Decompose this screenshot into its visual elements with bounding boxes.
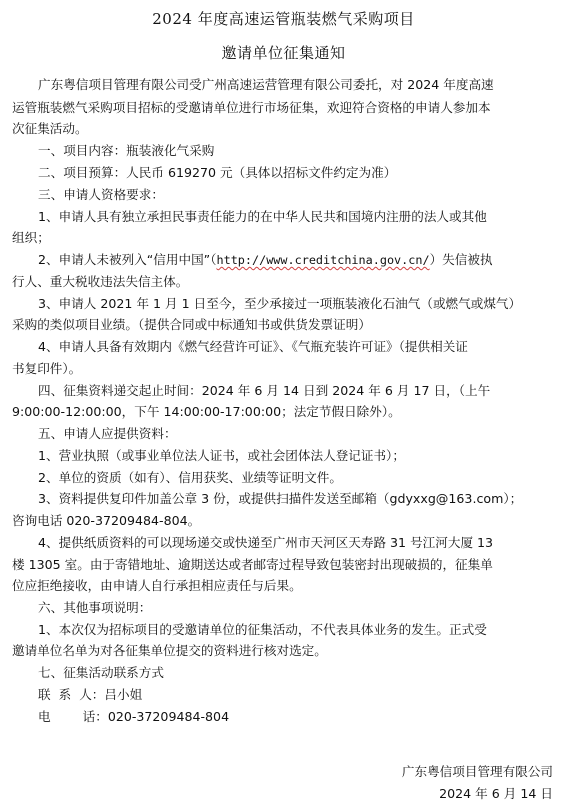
section-2-budget: 二、项目预算：人民币 619270 元（具体以招标文件约定为准）	[38, 165, 397, 180]
qualification-2-line-1	[38, 252, 493, 268]
qualification-2-line-2: 行人、重大税收违法失信主体。	[12, 274, 189, 289]
section-5-heading: 五、申请人应提供资料：	[38, 426, 177, 441]
section-3-heading: 三、申请人资格要求：	[38, 187, 164, 202]
material-1: 1、营业执照（或事业单位法人证书，或社会团体法人登记证书）；	[38, 448, 405, 463]
intro-line-1: 广东粤信项目管理有限公司受广州高速运营管理有限公司委托，对 2024 年度高速	[38, 77, 494, 92]
signer: 广东粤信项目管理有限公司	[401, 764, 553, 779]
other-1-line-2: 邀请单位名单为对各征集单位提交的资料进行核对选定。	[12, 643, 327, 658]
material-4-line-1: 4、提供纸质资料的可以现场递交或快递至广州市天河区天寿路 31 号江河大厦 13	[38, 535, 494, 550]
qualification-1-line-1: 1、申请人具有独立承担民事责任能力的在中华人民共和国境内注册的法人或其他	[38, 209, 487, 224]
intro-line-3: 次征集活动。	[12, 121, 88, 136]
phone-label: 电 话：	[38, 709, 108, 724]
other-1-line-1: 1、本次仅为招标项目的受邀请单位的征集活动，不代表具体业务的发生。正式受	[38, 622, 487, 637]
section-4-line-1: 四、征集资料递交起止时间：2024 年 6 月 14 日到 2024 年 6 月 17 日，（上午	[38, 383, 491, 398]
section-7-heading: 七、征集活动联系方式	[38, 665, 164, 680]
qualification-3-line-1: 3、申请人 2021 年 1 月 1 日至今，至少承接过一项瓶装液化石油气（或燃气或煤气）	[38, 296, 522, 311]
contact-name: 吕小姐	[104, 687, 143, 702]
qualification-4-line-2: 书复印件）。	[12, 361, 82, 376]
material-3-line-2: 咨询电话 020-37209484-804。	[12, 513, 201, 528]
qualification-1-line-2: 组织；	[12, 230, 50, 245]
material-4-line-2: 楼 1305 室。由于寄错地址、逾期送达或者邮寄过程导致包装密封出现破损的，征集单	[12, 557, 493, 572]
section-6-heading: 六、其他事项说明：	[38, 600, 152, 615]
section-1-content: 一、项目内容：瓶装液化气采购	[38, 143, 215, 158]
section-4-line-2: 9:00:00-12:00:00，下午 14:00:00-17:00:00；法定节假日除外）。	[12, 404, 401, 419]
qualification-2-prefix: 2、申请人未被列入“信用中国”（	[38, 252, 217, 267]
phone-number: 020-37209484-804	[107, 709, 230, 724]
signature-date: 2024 年 6 月 14 日	[439, 786, 553, 801]
material-2: 2、单位的资质（如有）、信用获奖、业绩等证明文件。	[38, 470, 342, 485]
qualification-3-line-2: 采购的类似项目业绩。（提供合同或中标通知书或供货发票证明）	[12, 317, 371, 332]
document-subtitle: 邀请单位征集通知	[221, 44, 346, 62]
creditchina-link[interactable]: http://www.creditchina.gov.cn/	[216, 253, 430, 267]
material-3-line-1: 3、资料提供复印件加盖公章 3 份，或提供扫描件发送至邮箱（gdyxxg@163.com）；	[38, 491, 523, 506]
material-4-line-3: 位应拒绝接收，由申请人自行承担相应责任与后果。	[12, 578, 302, 593]
qualification-2-suffix: ）失信被执	[429, 252, 493, 267]
document-title: 2024 年度高速运管瓶装燃气采购项目	[152, 10, 415, 28]
contact-label: 联 系 人：	[38, 687, 105, 702]
qualification-4-line-1: 4、申请人具备有效期内《燃气经营许可证》、《气瓶充装许可证》（提供相关证	[38, 339, 468, 354]
intro-line-2: 运管瓶装燃气采购项目招标的受邀请单位进行市场征集，欢迎符合资格的申请人参加本	[12, 100, 491, 115]
phone-line	[38, 709, 229, 725]
contact-line	[38, 687, 142, 703]
